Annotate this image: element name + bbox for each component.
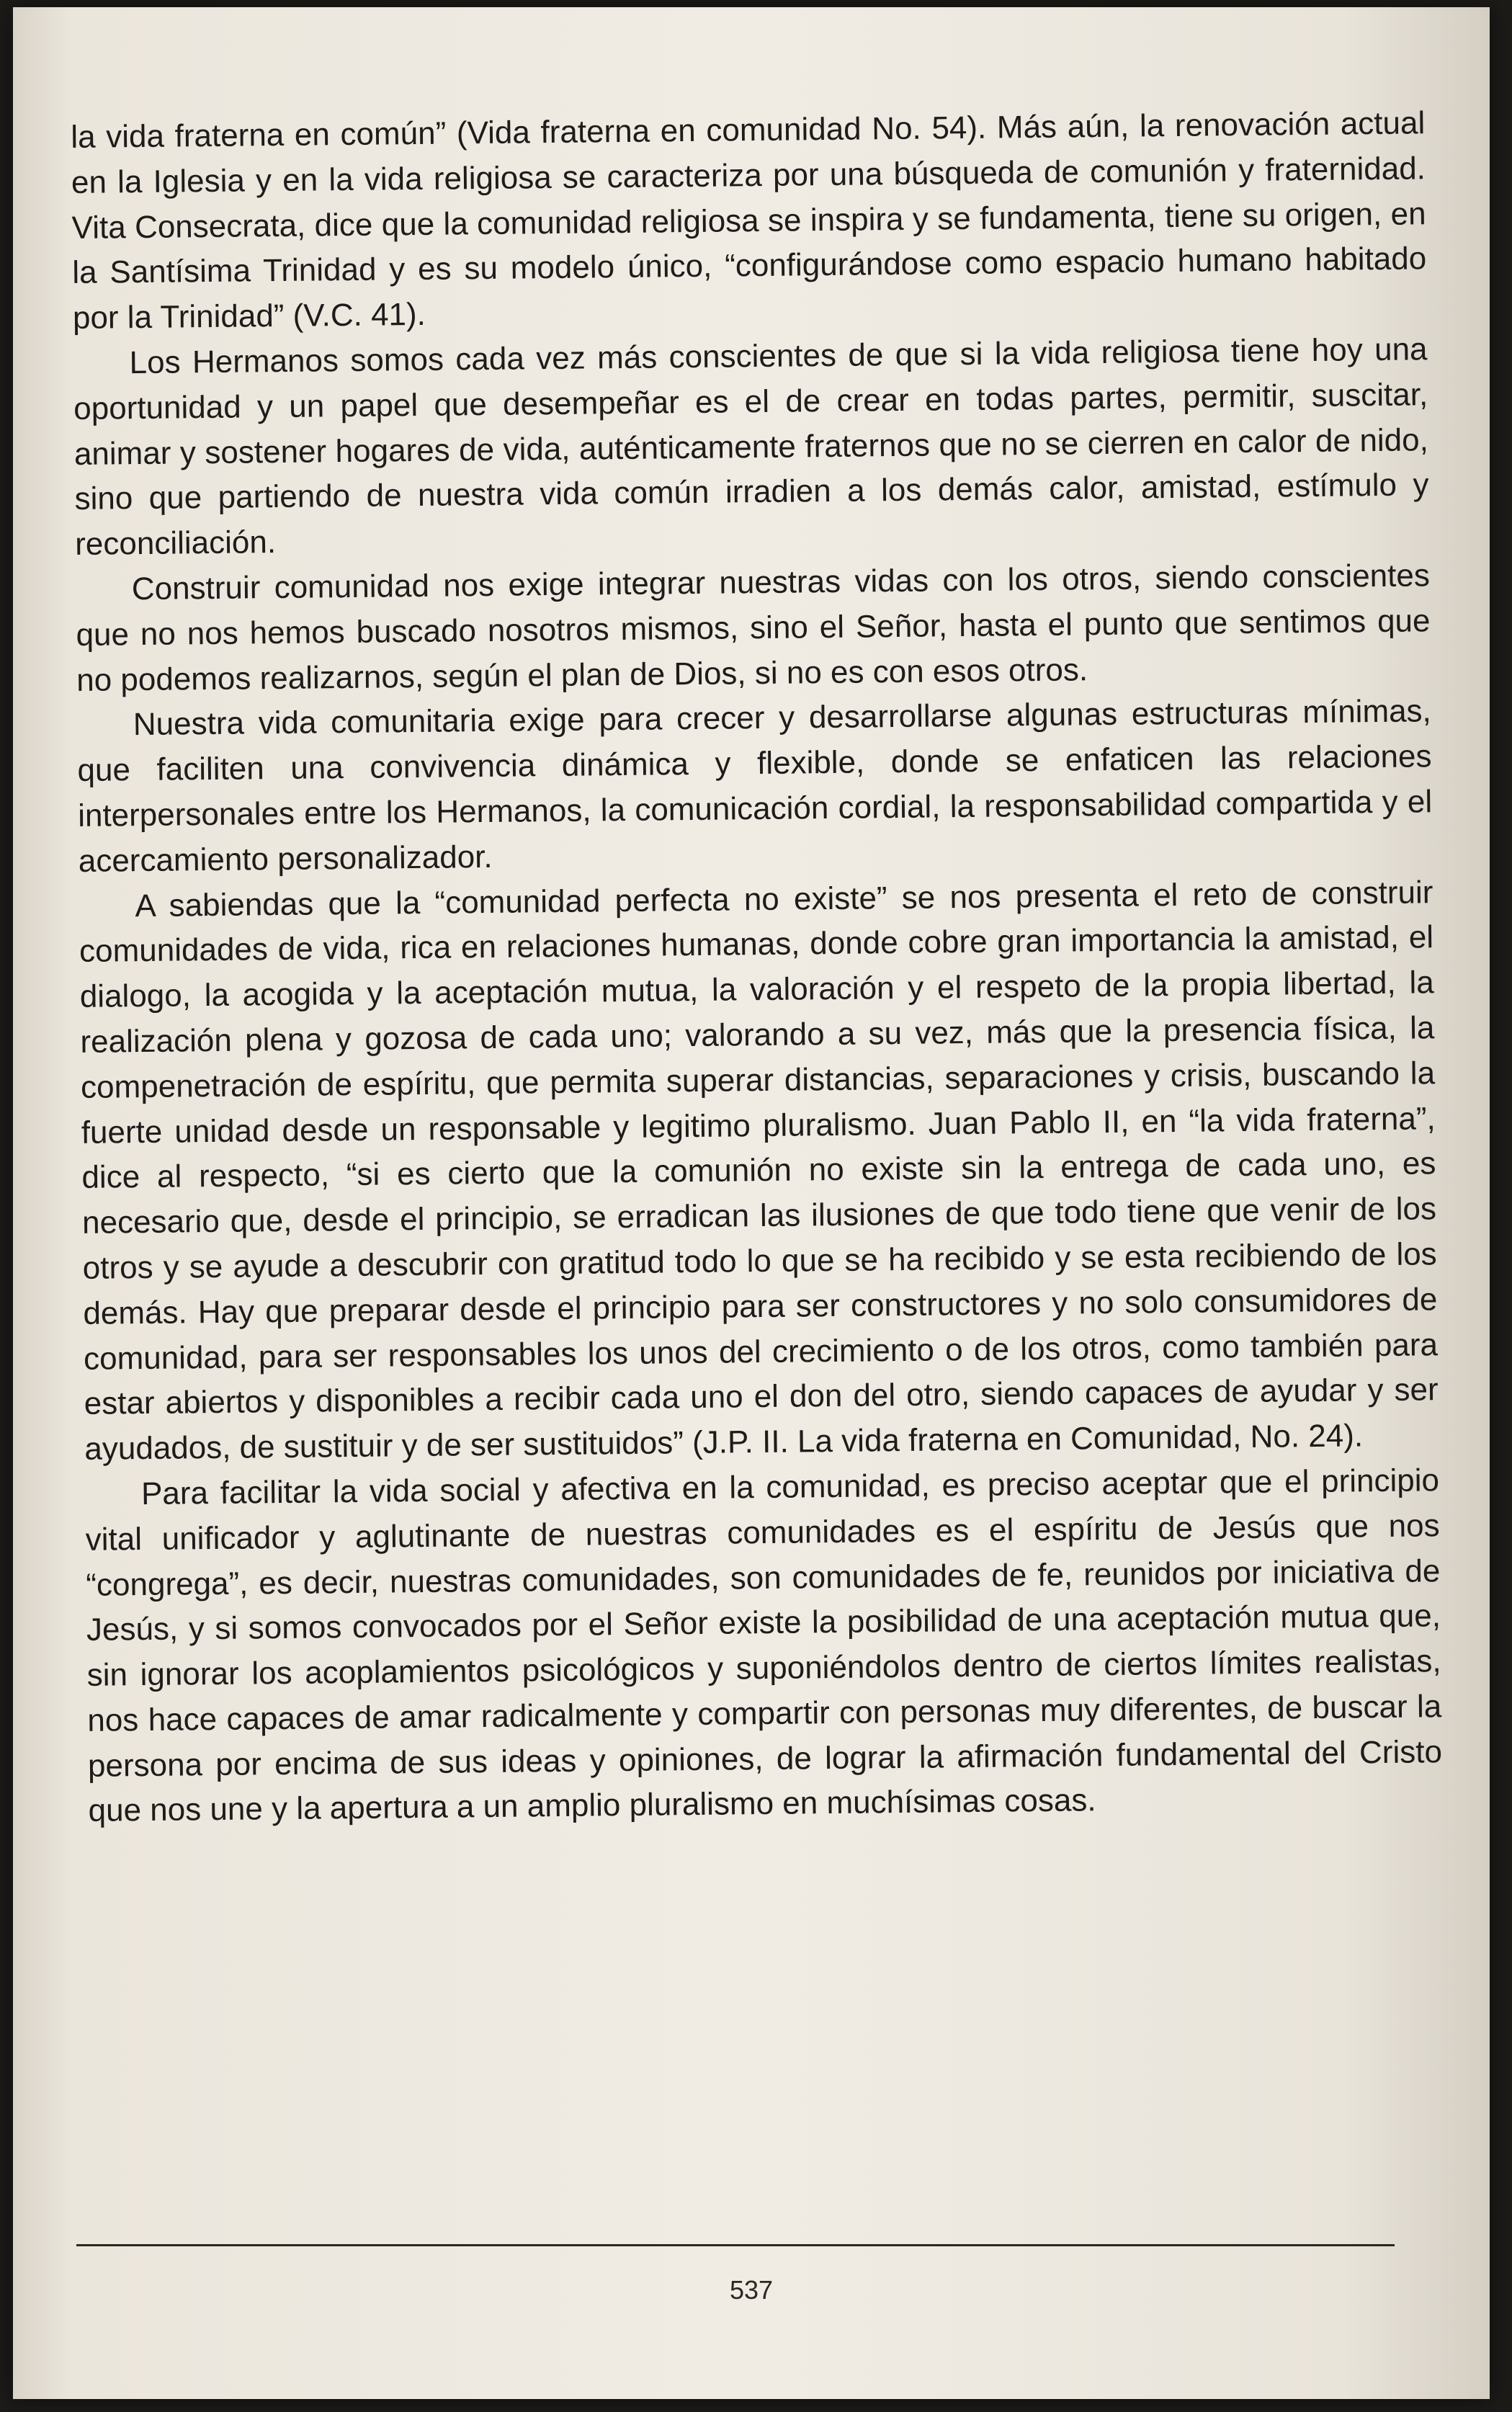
paragraph-6: Para facilitar la vida social y afectiva en la comunidad, es preciso aceptar que el principio vital unificador y aglutinante de nuestras comunidades es el espíritu de Jesús que nos “congrega”, es decir, nuestras comunidades, son comunidades de fe, reunidos por iniciativa de Jesús, y si somos convocados por el Señor existe la posibilidad de una aceptación mutua que, sin ignorar los acoplamientos psicológicos y suponiéndolos dentro de ciertos límites realistas, nos hace capaces de amar radicalmente y compartir con personas muy diferentes, de buscar la persona por encima de sus ideas y opiniones, de lograr la afirmación fundamental del Cristo que nos une y la apertura a un amplio pluralismo en muchísimas cosas. [85, 1462, 1443, 1829]
paragraph-1: la vida fraterna en común” (Vida fraterna en comunidad No. 54). Más aún, la renovación actual en la Iglesia y en la vida religiosa se caracteriza por una búsqueda de comunión y fraternidad. Vita Consecrata, dice que la comunidad religiosa se inspira y se fundamenta, tiene su origen, en la Santísima Trinidad y es su modelo único, “configurándose como espacio humano habitado por la Trinidad” (V.C. 41). [71, 105, 1427, 336]
paragraph-4: Nuestra vida comunitaria exige para crecer y desarrollarse algunas estructuras mínimas, que faciliten una convivencia dinámica y flexible, donde se enfaticen las relaciones interpersonales entre los Hermanos, la comunicación cordial, la responsabilidad compartida y el acercamiento personalizador. [77, 693, 1433, 879]
body-text [71, 101, 1443, 1834]
paragraph-3: Construir comunidad nos exige integrar nuestras vidas con los otros, siendo conscientes que no nos hemos buscado nosotros mismos, sino el Señor, hasta el punto que sentimos que no podemos realizarnos, según el plan de Dios, si no es con esos otros. [76, 558, 1431, 698]
footer-rule [76, 2244, 1395, 2246]
paragraph-2: Los Hermanos somos cada vez más conscientes de que si la vida religiosa tiene hoy una oportunidad y un papel que desempeñar es el de crear en todas partes, permitir, suscitar, animar y sostener hogares de vida, auténticamente fraternos que no se cierren en calor de nido, sino que partiendo de nuestra vida común irradien a los demás calor, amistad, estímulo y reconciliación. [73, 331, 1429, 563]
page-number: 537 [729, 2275, 774, 2305]
paragraph-5: A sabiendas que la “comunidad perfecta no existe” se nos presenta el reto de construir comunidades de vida, rica en relaciones humanas, donde cobre gran importancia la amistad, el dialogo, la acogida y la aceptación mutua, la valoración y el respeto de la propia libertad, la realización plena y gozosa de cada uno; valorando a su vez, más que la presencia física, la compenetración de espíritu, que permita superar distancias, separaciones y crisis, buscando la fuerte unidad desde un responsable y legitimo pluralismo. Juan Pablo II, en “la vida fraterna”, dice al respecto, “si es cierto que la comunión no existe sin la entrega de cada uno, es necesario que, desde el principio, se erradican las ilusiones de que todo tiene que venir de los otros y se ayude a descubrir con gratitud todo lo que se ha recibido y se esta recibiendo de los demás. Hay que preparar desde el principio para ser constructores y no solo consumidores de comunidad, para ser responsables los unos del crecimiento o de los otros, como también para estar abiertos y disponibles a recibir cada uno el don del otro, siendo capaces de ayudar y ser ayudados, de sustituir y de ser sustituidos” (J.P. II. La vida fraterna en Comunidad, No. 24). [79, 874, 1439, 1468]
book-page [13, 7, 1490, 2399]
